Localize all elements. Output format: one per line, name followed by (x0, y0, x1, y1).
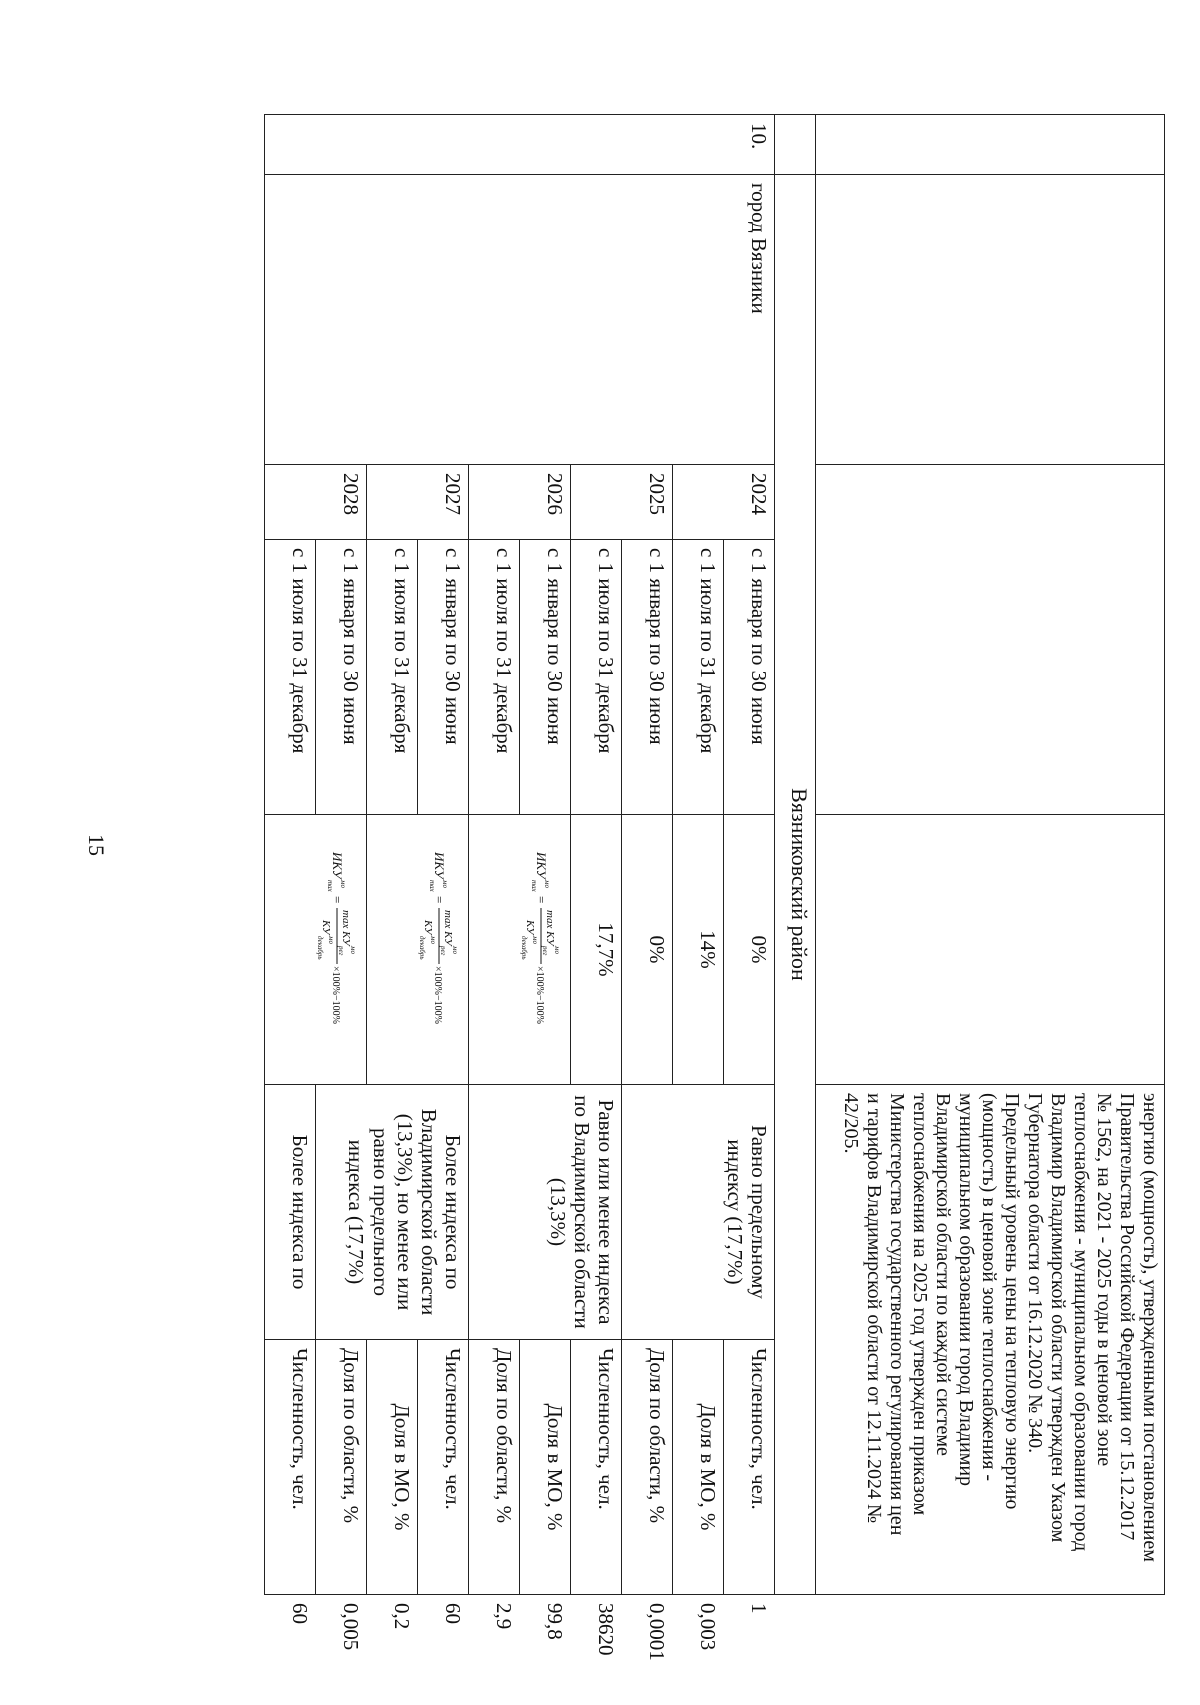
period-cell: с 1 января по 30 июня (418, 540, 469, 815)
formula-num-sub: рег (439, 945, 447, 955)
year-cell: 2028 (265, 465, 367, 540)
period-cell: с 1 июля по 31 декабря (673, 540, 724, 815)
district-row (775, 115, 816, 1595)
group-label: Равно предельному индексу (17,7%) (622, 1085, 775, 1340)
legal-line: Министерства государственного регулирования цен (886, 1093, 908, 1536)
formula-num-sub: рег (541, 945, 549, 955)
formula-tail: ×100%−100% (330, 965, 341, 1024)
index-formula (469, 815, 571, 1085)
period-cell: с 1 июля по 31 декабря (469, 540, 520, 815)
year-cell: 2024 (673, 465, 775, 540)
metric-label: Численность, чел. (724, 1340, 775, 1595)
formula-den-sup: мо (327, 935, 335, 944)
formula-num-sup: мо (349, 945, 357, 954)
year-cell: 2025 (571, 465, 673, 540)
formula-lhs: ИКУ (534, 851, 549, 879)
table-row: 10. город Вязники 2024 с 1 января по 30 июня 0% Равно предельному индексу (17,7%) Численность, чел. 1 (724, 115, 775, 1595)
formula-lhs-sub: max (326, 879, 334, 892)
legal-line: Предельный уровень цены на тепловую энергию (1001, 1093, 1023, 1510)
table-row: 2028 с 1 января по 30 июня ИКУ мо max = max КУ мо рег КУ мо декабрь ×100%−100% Доля по области, % 0,005 (316, 115, 367, 1595)
formula-num-sup: мо (451, 945, 459, 954)
formula-svg (315, 850, 363, 1050)
formula-num-sub: рег (337, 945, 345, 955)
period-cell: с 1 января по 30 июня (316, 540, 367, 815)
formula-den-sup: мо (531, 935, 539, 944)
period-cell: с 1 января по 30 июня (724, 540, 775, 815)
metric-label: Численность, чел. (265, 1340, 316, 1595)
table-row: с 1 июля по 31 декабря Доля в МО, % 0,2 (367, 115, 418, 1595)
tariff-table (264, 114, 1165, 1661)
entry-number: 10. (265, 115, 775, 175)
formula-eq: = (330, 895, 345, 903)
formula-eq: = (432, 895, 447, 903)
empty-cell (816, 815, 1165, 1085)
formula-svg (519, 850, 567, 1050)
rate-cell: 14% (673, 815, 724, 1085)
index-formula (265, 815, 367, 1085)
formula-lhs-sub: max (428, 879, 436, 892)
formula-den-sub: декабрь (520, 935, 528, 960)
page-number: 15 (84, 834, 109, 856)
rate-cell: 0% (724, 815, 775, 1085)
formula-num-sup: мо (553, 945, 561, 954)
formula-lhs: ИКУ (432, 851, 447, 879)
formula-den: КУ (320, 919, 332, 935)
group-label: Более индекса по Владимирской области (13,3%), но менее или равно предельного индекса (17,7%) (316, 1085, 469, 1340)
metric-label: Доля по области, % (622, 1340, 673, 1595)
formula-lhs: ИКУ (330, 851, 345, 879)
legal-line: энергию (мощность), утвержденными постановлением (1139, 1093, 1161, 1562)
metric-label: Доля в МО, % (673, 1340, 724, 1595)
year-cell: 2027 (367, 465, 469, 540)
period-cell: с 1 июля по 31 декабря (571, 540, 622, 815)
metric-label: Численность, чел. (571, 1340, 622, 1595)
formula-lhs-sup: мо (339, 879, 347, 888)
table-row: 2026 с 1 января по 30 июня ИКУ мо max = max КУ мо рег КУ мо декабрь ×100%−100% Доля в МО, % 99,8 (520, 115, 571, 1595)
formula-num: max КУ (544, 909, 556, 946)
period-cell: с 1 января по 30 июня (622, 540, 673, 815)
table-row: с 1 июля по 31 декабря 14% Доля в МО, % 0,003 (673, 115, 724, 1595)
district-name: Вязниковский район (775, 175, 816, 1595)
formula-lhs-sup: мо (441, 879, 449, 888)
empty-cell (816, 115, 1165, 175)
metric-label: Доля в МО, % (367, 1340, 418, 1595)
legal-line: Губернатора области от 16.12.2020 № 340. (1024, 1093, 1046, 1454)
table-row: с 1 июля по 31 декабря Доля по области, % 2,9 (469, 115, 520, 1595)
formula-den: КУ (422, 919, 434, 935)
metric-label: Численность, чел. (418, 1340, 469, 1595)
rate-cell: 17,7% (571, 815, 622, 1085)
rate-cell: 0% (622, 815, 673, 1085)
empty-cell (775, 115, 816, 175)
formula-num: max КУ (340, 909, 352, 946)
legal-line: и тарифов Владимирской области от 12.11.2024 № 42/205. (840, 1093, 885, 1524)
formula-den: КУ (524, 919, 536, 935)
formula-num: max КУ (442, 909, 454, 946)
formula-den-sup: мо (429, 935, 437, 944)
formula-den-sub: декабрь (316, 935, 324, 960)
group-label: Более индекса по (265, 1085, 316, 1340)
legal-line: теплоснабжения на 2025 год утвержден приказом (909, 1093, 931, 1516)
index-formula (367, 815, 469, 1085)
formula-tail: ×100%−100% (432, 965, 443, 1024)
rotated-page-content (175, 114, 1165, 1661)
metric-label: Доля в МО, % (520, 1340, 571, 1595)
table-row: 2025 с 1 января по 30 июня 0% Доля по области, % 0,0001 (622, 115, 673, 1595)
period-cell: с 1 января по 30 июня (520, 540, 571, 815)
empty-cell (816, 175, 1165, 465)
formula-svg (417, 850, 465, 1050)
metric-label: Доля по области, % (316, 1340, 367, 1595)
legal-basis-row (816, 115, 1165, 1595)
formula-lhs-sup: мо (543, 879, 551, 888)
year-cell: 2026 (469, 465, 571, 540)
table-row: с 1 июля по 31 декабря Более индекса по Численность, чел. 60 (265, 115, 316, 1595)
legal-line: Владимир Владимирской области утвержден Указом (1047, 1093, 1069, 1543)
table-row: с 1 июля по 31 декабря 17,7% Равно или менее индекса по Владимирской области (13,3%) Численность, чел. 38620 (571, 115, 622, 1595)
period-cell: с 1 июля по 31 декабря (367, 540, 418, 815)
legal-line: Правительства Российской Федерации от 15.12.2017 (1116, 1093, 1138, 1541)
legal-basis-text (816, 1085, 1165, 1595)
legal-line: муниципальном образовании город Владимир (955, 1093, 977, 1487)
legal-line: Владимирской области по каждой системе (932, 1093, 954, 1456)
formula-eq: = (534, 895, 549, 903)
municipality-name: город Вязники (265, 175, 775, 465)
period-cell: с 1 июля по 31 декабря (265, 540, 316, 815)
metric-label: Доля по области, % (469, 1340, 520, 1595)
legal-line: теплоснабжения - муниципальном образовании город (1070, 1093, 1092, 1552)
empty-cell (816, 465, 1165, 815)
legal-line: № 1562, на 2021 - 2025 годы в ценовой зоне (1093, 1093, 1115, 1467)
formula-den-sub: декабрь (418, 935, 426, 960)
formula-lhs-sub: max (530, 879, 538, 892)
table-row: 2027 с 1 января по 30 июня ИКУ мо max = max КУ мо рег КУ мо декабрь ×100%−100% Более индекса по Владимирской области (13,3%), но менее или равно предельного индекса (17,7%) Численность, чел. 60 (418, 115, 469, 1595)
formula-tail: ×100%−100% (534, 965, 545, 1024)
legal-line: (мощность) в ценовой зоне теплоснабжения - (978, 1093, 1000, 1482)
group-label: Равно или менее индекса по Владимирской области (13,3%) (469, 1085, 622, 1340)
